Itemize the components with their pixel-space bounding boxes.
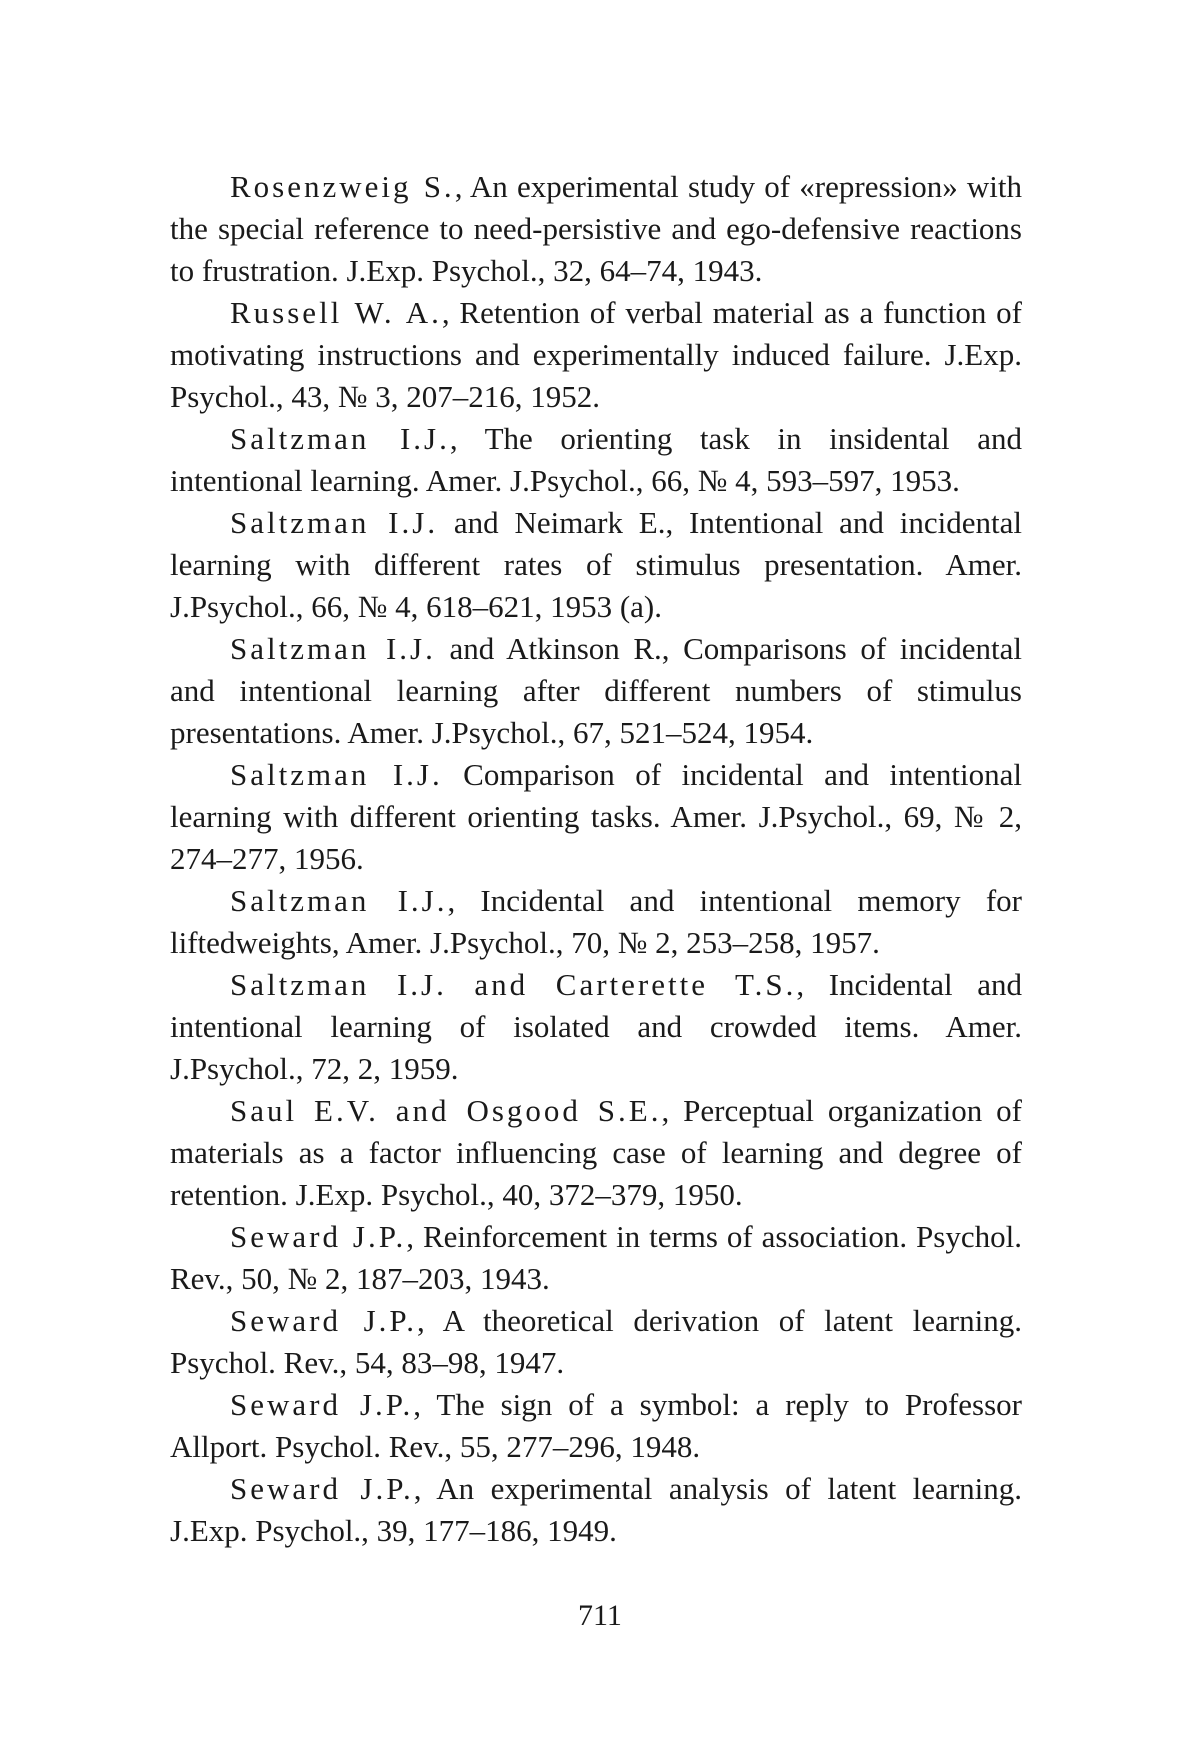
reference-author: Seward J.P. [230, 1387, 413, 1422]
reference-entry [170, 628, 1022, 754]
reference-entry [170, 964, 1022, 1090]
reference-entry [170, 754, 1022, 880]
reference-author: Seward J.P. [230, 1471, 414, 1506]
reference-author: Saltzman I.J. [230, 757, 443, 792]
reference-author: Saltzman I.J. [230, 631, 436, 666]
reference-list [170, 166, 1022, 1552]
reference-author: Saltzman I.J. [230, 505, 438, 540]
reference-author: Rosenzweig S. [230, 169, 455, 204]
page-number: 711 [0, 1598, 1200, 1634]
reference-text: , A theoretical derivation of latent learning. Psychol. Rev., 54, 83–98, 1947. [170, 1303, 1022, 1380]
reference-text: , Perceptual organization of materials as a factor influencing case of learning and degree of retention. J.Exp. Psychol., 40, 372–379, 1950. [170, 1093, 1022, 1212]
reference-text: , The sign of a symbol: a reply to Professor Allport. Psychol. Rev., 55, 277–296, 1948. [170, 1387, 1022, 1464]
reference-author: Saul E.V. and Osgood S.E. [230, 1093, 661, 1128]
reference-author: Saltzman I.J. [230, 883, 447, 918]
reference-author: Russell W. A. [230, 295, 442, 330]
reference-author: Saltzman I.J. [230, 421, 450, 456]
reference-entry [170, 1384, 1022, 1468]
reference-entry [170, 292, 1022, 418]
reference-author: Seward J.P. [230, 1219, 406, 1254]
reference-entry [170, 1216, 1022, 1300]
reference-entry [170, 1090, 1022, 1216]
reference-text: and Atkinson R., Comparisons of incidental and intentional learning after different numbers of stimulus presentations. Amer. J.Psychol., 67, 521–524, 1954. [170, 631, 1022, 750]
reference-entry [170, 418, 1022, 502]
reference-entry [170, 166, 1022, 292]
reference-text: Comparison of incidental and intentional learning with different orienting tasks. Amer. J.Psychol., 69, № 2, 274–277, 1956. [170, 757, 1022, 876]
reference-entry [170, 1300, 1022, 1384]
reference-author: Saltzman I.J. and Carterette T.S. [230, 967, 796, 1002]
reference-text: and Neimark E., Intentional and incidental learning with different rates of stimulus presentation. Amer. J.Psychol., 66, № 4, 618–621, 1953 (a). [170, 505, 1022, 624]
reference-entry [170, 1468, 1022, 1552]
reference-text: , An experimental analysis of latent learning. J.Exp. Psychol., 39, 177–186, 1949. [170, 1471, 1022, 1548]
reference-text: , The orienting task in insidental and intentional learning. Amer. J.Psychol., 66, № 4, 593–597, 1953. [170, 421, 1022, 498]
reference-text: , Retention of verbal material as a function of motivating instructions and experimentally induced failure. J.Exp. Psychol., 43, № 3, 207–216, 1952. [170, 295, 1022, 414]
reference-text: , Incidental and intentional memory for liftedweights, Amer. J.Psychol., 70, № 2, 253–258, 1957. [170, 883, 1022, 960]
reference-text: , Reinforcement in terms of association. Psychol. Rev., 50, № 2, 187–203, 1943. [170, 1219, 1022, 1296]
reference-author: Seward J.P. [230, 1303, 417, 1338]
reference-entry [170, 502, 1022, 628]
reference-entry [170, 880, 1022, 964]
reference-text: , Incidental and intentional learning of isolated and crowded items. Amer. J.Psychol., 72, 2, 1959. [170, 967, 1022, 1086]
reference-text: , An experimental study of «repression» with the special reference to need-persistive and ego-defensive reactions to frustration. J.Exp. Psychol., 32, 64–74, 1943. [170, 169, 1022, 288]
